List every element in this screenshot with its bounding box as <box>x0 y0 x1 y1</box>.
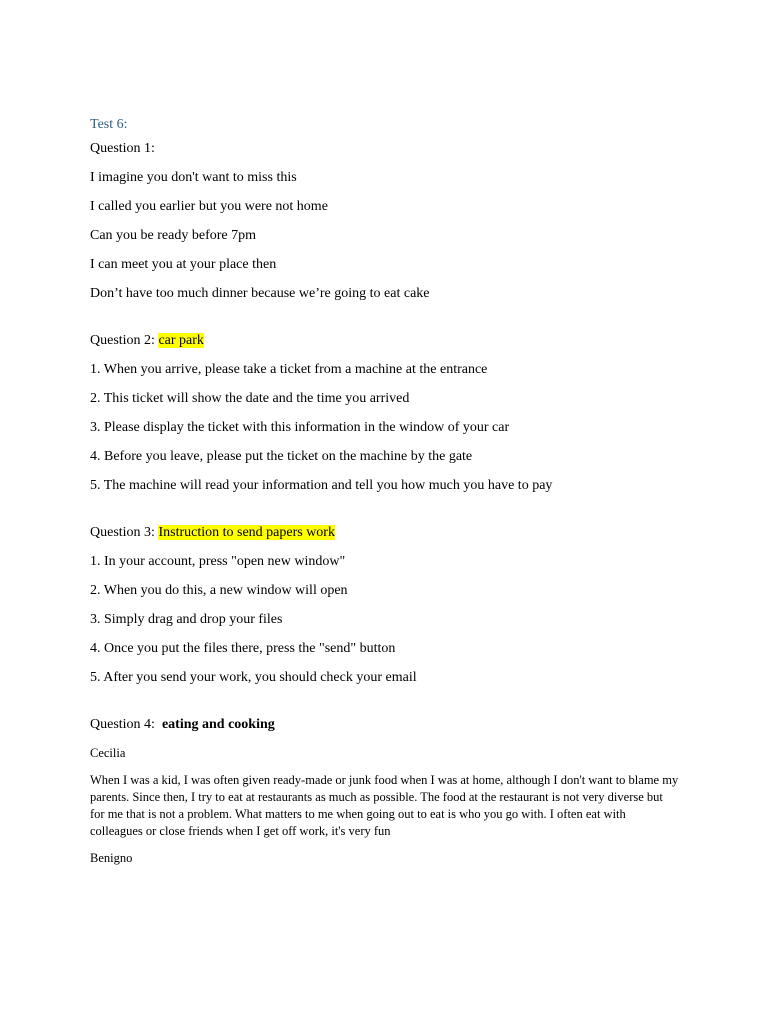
question-1-line: I called you earlier but you were not home <box>90 199 328 214</box>
question-2-label: Question 2: <box>90 333 159 348</box>
section-spacer <box>90 698 680 716</box>
question-3-line: 3. Simply drag and drop your files <box>90 612 283 627</box>
question-4-heading <box>90 716 680 734</box>
question-4-label: Question 4: <box>90 717 162 732</box>
test-title: Test 6: <box>90 117 128 132</box>
question-1-line: Don’t have too much dinner because we’re going to eat cake <box>90 286 430 301</box>
question-3-line: 2. When you do this, a new window will open <box>90 583 348 598</box>
question-1-line: I can meet you at your place then <box>90 257 277 272</box>
question-2-line: 1. When you arrive, please take a ticket from a machine at the entrance <box>90 362 488 377</box>
question-4-topic: eating and cooking <box>161 717 275 732</box>
speaker-paragraph: When I was a kid, I was often given ready-made or junk food when I was at home, although I don't want to blame my parents. Since then, I try to eat at restaurants as much as possible. The food at the restaurant is not very diverse but for me that is not a problem. What matters to me when going out to eat is who you go with. I often eat with colleagues or close friends when I get off work, it's very fun <box>90 773 679 838</box>
speaker-name: Cecilia <box>90 746 126 760</box>
question-4-section <box>90 716 680 867</box>
question-2-heading <box>90 332 680 350</box>
question-1-line: I imagine you don't want to miss this <box>90 170 297 185</box>
section-spacer <box>90 314 680 332</box>
question-3-label: Question 3: <box>90 525 159 540</box>
question-3-topic-highlight: Instruction to send papers work <box>158 525 335 540</box>
question-3-line: 4. Once you put the files there, press the "send" button <box>90 641 396 656</box>
question-2-line: 3. Please display the ticket with this information in the window of your car <box>90 420 510 435</box>
question-1-section <box>90 140 680 303</box>
question-2-line: 5. The machine will read your information and tell you how much you have to pay <box>90 478 553 493</box>
section-spacer <box>90 506 680 524</box>
document-page <box>90 116 680 877</box>
question-3-line: 5. After you send your work, you should check your email <box>90 670 417 685</box>
question-3-section <box>90 524 680 687</box>
speaker-name: Benigno <box>90 851 133 865</box>
question-3-heading <box>90 524 680 542</box>
question-3-line: 1. In your account, press "open new window" <box>90 554 346 569</box>
question-2-line: 4. Before you leave, please put the ticket on the machine by the gate <box>90 449 473 464</box>
question-1-line: Can you be ready before 7pm <box>90 228 256 243</box>
question-2-section <box>90 332 680 495</box>
question-1-label: Question 1: <box>90 141 155 156</box>
question-2-line: 2. This ticket will show the date and the time you arrived <box>90 391 410 406</box>
question-2-topic-highlight: car park <box>158 333 204 348</box>
